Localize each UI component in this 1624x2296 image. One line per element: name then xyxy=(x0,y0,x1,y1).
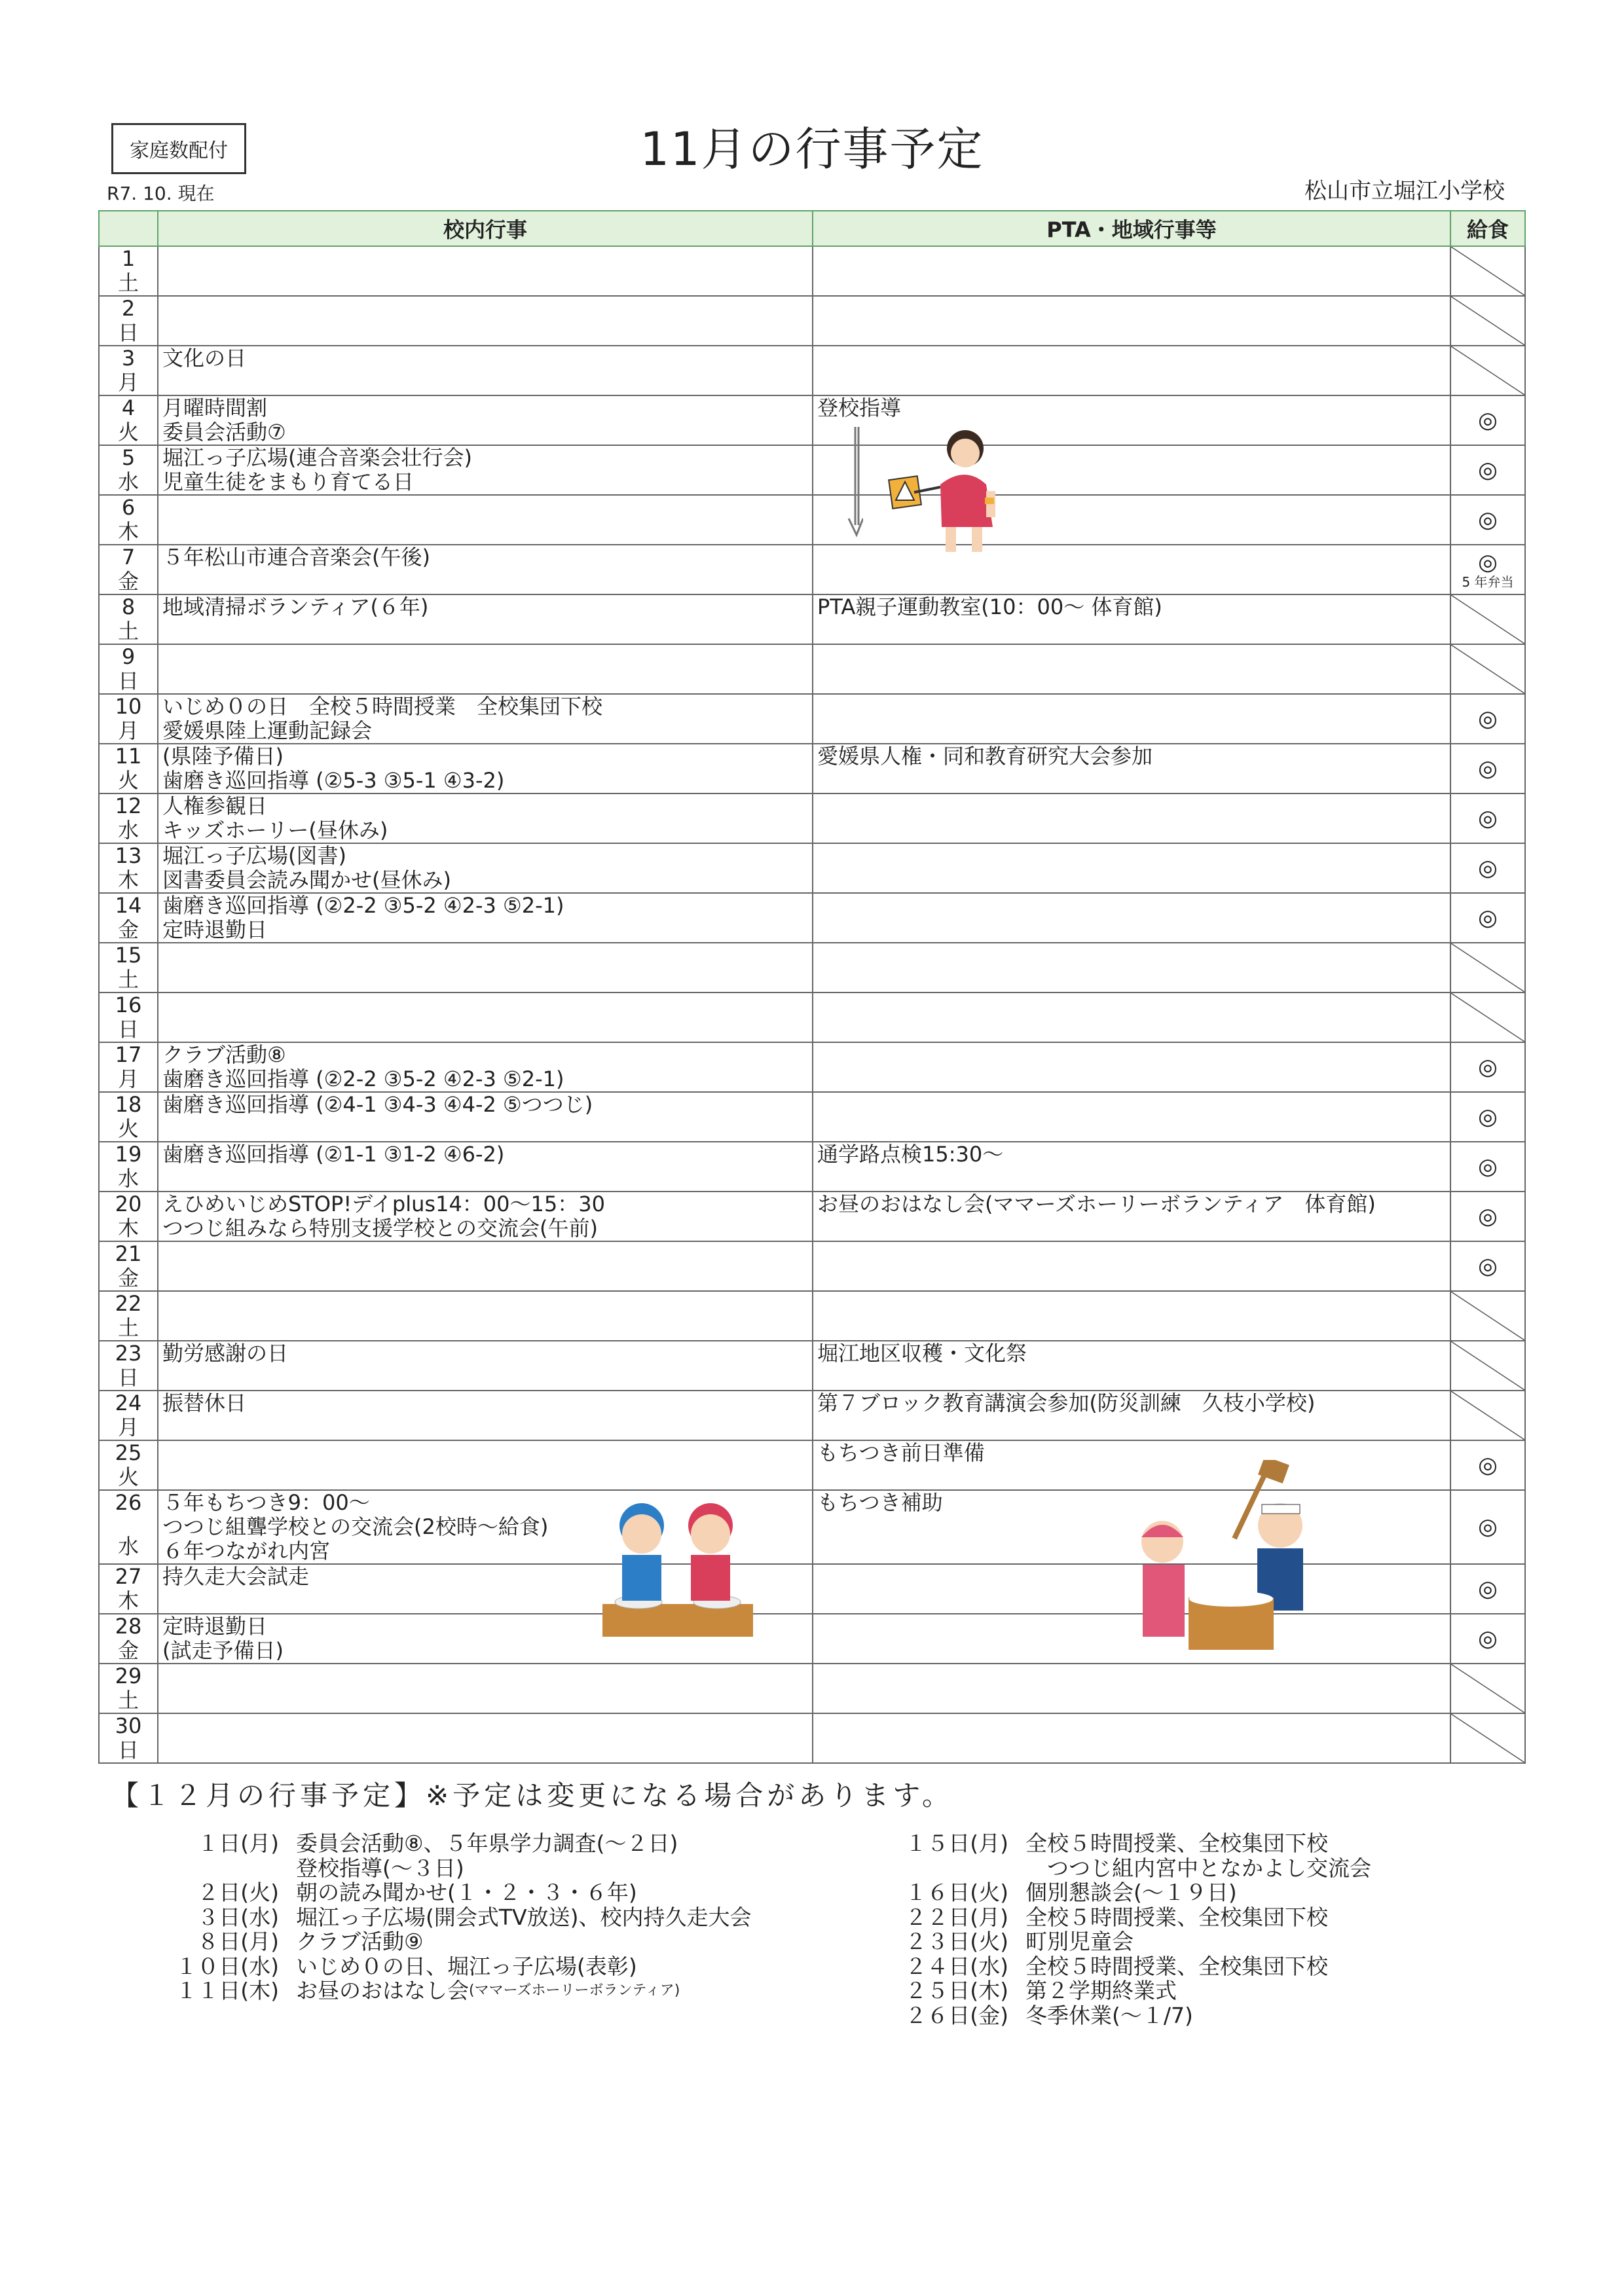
day-number: 30 xyxy=(115,1713,142,1738)
lunch-cell xyxy=(1450,346,1525,395)
day-cell xyxy=(99,594,158,644)
december-item xyxy=(168,1905,751,1930)
december-date: ２３日(火) xyxy=(905,1929,1008,1954)
pta-event-cell xyxy=(813,993,1450,1042)
december-event: つつじ組内宮中となかよし交流会 xyxy=(1025,1855,1371,1881)
lunch-mark: ◎ xyxy=(1478,407,1498,433)
day-cell xyxy=(99,1564,158,1614)
pta-event-cell: もちつき補助 xyxy=(813,1490,1450,1564)
day-number: 9 xyxy=(121,644,136,669)
day-cell xyxy=(99,1092,158,1142)
lunch-mark: ◎ xyxy=(1478,755,1498,782)
pta-event-cell xyxy=(813,1241,1450,1291)
no-lunch-slash-icon xyxy=(1451,1292,1524,1340)
lunch-cell xyxy=(1450,1192,1525,1241)
lunch-mark: ◎ xyxy=(1478,705,1498,732)
school-event-cell: 人権参観日 キッズホーリー(昼休み) xyxy=(158,793,813,843)
december-date xyxy=(168,1856,279,1881)
december-date: ２６日(金) xyxy=(905,2002,1008,2028)
no-lunch-slash-icon xyxy=(1451,645,1524,693)
day-cell xyxy=(99,296,158,346)
pta-event-cell xyxy=(813,694,1450,744)
school-events-header: 校内行事 xyxy=(158,211,813,246)
december-item xyxy=(168,1929,751,1954)
day-cell xyxy=(99,644,158,694)
day-cell xyxy=(99,1614,158,1664)
lunch-cell xyxy=(1450,1490,1525,1564)
day-number: 15 xyxy=(115,943,142,968)
day-number: 3 xyxy=(121,346,136,371)
lunch-cell xyxy=(1450,545,1525,594)
day-of-week: 月 xyxy=(117,370,139,395)
table-row xyxy=(99,1291,1525,1341)
day-number: 26 xyxy=(115,1490,142,1515)
day-of-week: 火 xyxy=(117,420,139,445)
december-date: ２４日(水) xyxy=(905,1953,1008,1979)
pta-event-cell xyxy=(813,296,1450,346)
december-item xyxy=(891,1856,1371,1881)
december-event: クラブ活動⑨ xyxy=(296,1929,424,1954)
day-number: 1 xyxy=(121,246,136,271)
day-of-week: 水 xyxy=(117,1166,139,1191)
day-cell xyxy=(99,793,158,843)
no-lunch-slash-icon xyxy=(1451,297,1524,345)
school-event-cell xyxy=(158,1664,813,1713)
no-lunch-slash-icon xyxy=(1451,1664,1524,1713)
day-number: 11 xyxy=(115,744,142,769)
december-event: 町別児童会 xyxy=(1025,1929,1134,1954)
school-event-cell: 月曜時間割 委員会活動⑦ xyxy=(158,395,813,445)
school-event-cell: 堀江っ子広場(図書) 図書委員会読み聞かせ(昼休み) xyxy=(158,843,813,893)
table-row xyxy=(99,1341,1525,1391)
lunch-mark: ◎ xyxy=(1478,904,1498,931)
december-date: １６日(火) xyxy=(905,1880,1008,1905)
no-lunch-slash-icon xyxy=(1451,943,1524,992)
school-event-cell: 定時退勤日 (試走予備日) xyxy=(158,1614,813,1664)
day-number: 19 xyxy=(115,1142,142,1167)
table-row xyxy=(99,793,1525,843)
lunch-cell xyxy=(1450,1142,1525,1192)
mochitsuki-illustration xyxy=(1136,1460,1313,1656)
lunch-cell xyxy=(1450,594,1525,644)
school-event-cell xyxy=(158,1440,813,1490)
december-item xyxy=(168,1978,751,2003)
lunch-cell xyxy=(1450,1241,1525,1291)
lunch-cell xyxy=(1450,1440,1525,1490)
day-of-week: 土 xyxy=(117,1688,139,1713)
lunch-mark: ◎ xyxy=(1478,1252,1498,1279)
pta-event-cell xyxy=(813,1291,1450,1341)
lunch-cell xyxy=(1450,1564,1525,1614)
pta-event-cell xyxy=(813,793,1450,843)
december-event: いじめ０の日、堀江っ子広場(表彰) xyxy=(296,1953,637,1979)
day-of-week: 木 xyxy=(117,1588,139,1613)
no-lunch-slash-icon xyxy=(1451,595,1524,644)
december-item xyxy=(168,1856,751,1881)
mochi-children-illustration xyxy=(602,1489,753,1647)
december-date: ２２日(月) xyxy=(905,1904,1008,1930)
december-event: 個別懇談会(～１９日) xyxy=(1025,1880,1237,1905)
december-event: 登校指導(～３日) xyxy=(296,1855,464,1881)
school-event-cell xyxy=(158,246,813,296)
pta-event-cell xyxy=(813,1042,1450,1092)
december-item xyxy=(891,2003,1371,2028)
school-name: 松山市立堀江小学校 xyxy=(1304,178,1505,204)
day-number: 16 xyxy=(115,993,142,1017)
lunch-cell xyxy=(1450,943,1525,993)
pta-event-cell: もちつき前日準備 xyxy=(813,1440,1450,1490)
december-item xyxy=(168,1831,751,1856)
table-row xyxy=(99,1042,1525,1092)
december-date: ２５日(木) xyxy=(905,1978,1008,2003)
day-number: 10 xyxy=(115,694,142,719)
pta-event-cell xyxy=(813,644,1450,694)
december-item xyxy=(891,1831,1371,1856)
lunch-cell xyxy=(1450,1664,1525,1713)
day-number: 24 xyxy=(115,1391,142,1415)
school-event-cell: (県陸予備日) 歯磨き巡回指導 (②5-3 ③5-1 ④3-2) xyxy=(158,744,813,793)
day-cell xyxy=(99,545,158,594)
table-header-row xyxy=(99,211,1525,246)
day-number: 29 xyxy=(115,1664,142,1688)
day-of-week: 火 xyxy=(117,1465,139,1489)
table-row xyxy=(99,395,1525,445)
lunch-cell xyxy=(1450,246,1525,296)
lunch-cell xyxy=(1450,296,1525,346)
day-of-week: 月 xyxy=(117,1415,139,1440)
december-heading: 【１２月の行事予定】※予定は変更になる場合があります。 xyxy=(111,1779,953,1812)
day-cell xyxy=(99,1241,158,1291)
december-event: お昼のおはなし会 xyxy=(296,1978,469,2003)
pta-event-cell xyxy=(813,843,1450,893)
lunch-cell xyxy=(1450,993,1525,1042)
december-date: ３日(水) xyxy=(197,1904,279,1930)
day-cell xyxy=(99,1490,158,1564)
lunch-mark: ◎ xyxy=(1478,805,1498,831)
december-event: 冬季休業(～１/7) xyxy=(1025,2002,1193,2028)
december-event: 全校５時間授業、全校集団下校 xyxy=(1025,1953,1328,1979)
day-number: 28 xyxy=(115,1614,142,1639)
lunch-mark: ◎ xyxy=(1478,1451,1498,1478)
lunch-cell xyxy=(1450,744,1525,793)
table-row xyxy=(99,843,1525,893)
day-number: 5 xyxy=(121,445,136,470)
table-row xyxy=(99,744,1525,793)
december-date: １０日(水) xyxy=(175,1953,279,1979)
no-lunch-slash-icon xyxy=(1451,1391,1524,1440)
day-of-week: 月 xyxy=(117,1066,139,1091)
school-event-cell: ５年松山市連合音楽会(午後) xyxy=(158,545,813,594)
table-row xyxy=(99,246,1525,296)
lunch-mark: ◎ xyxy=(1478,1053,1498,1080)
lunch-cell xyxy=(1450,445,1525,495)
table-row xyxy=(99,495,1525,545)
table-row xyxy=(99,1142,1525,1192)
december-event: 委員会活動⑧、５年県学力調査(～２日) xyxy=(296,1831,678,1856)
table-row xyxy=(99,545,1525,594)
december-list-left xyxy=(168,1831,751,2003)
lunch-cell xyxy=(1450,1042,1525,1092)
table-row xyxy=(99,1713,1525,1763)
school-event-cell: 歯磨き巡回指導 (②2-2 ③5-2 ④2-3 ⑤2-1) 定時退勤日 xyxy=(158,893,813,943)
day-of-week: 木 xyxy=(117,1216,139,1241)
school-event-cell: 地域清掃ボランティア(６年) xyxy=(158,594,813,644)
school-event-cell: えひめいじめSTOP!デイplus14：00～15：30 つつじ組みなら特別支援学校との交流会(午前) xyxy=(158,1192,813,1241)
day-number: 4 xyxy=(121,395,136,420)
day-cell xyxy=(99,246,158,296)
december-date: ８日(月) xyxy=(197,1929,279,1954)
day-of-week: 日 xyxy=(117,320,139,345)
day-of-week: 金 xyxy=(117,917,139,942)
pta-event-cell xyxy=(813,1614,1450,1664)
day-number: 23 xyxy=(115,1341,142,1366)
no-lunch-slash-icon xyxy=(1451,247,1524,295)
lunch-note: 5 年弁当 xyxy=(1462,574,1514,590)
no-lunch-slash-icon xyxy=(1451,1714,1524,1762)
lunch-cell xyxy=(1450,395,1525,445)
day-of-week: 日 xyxy=(117,1017,139,1042)
pta-event-cell xyxy=(813,893,1450,943)
pta-event-cell: 通学路点検15:30～ xyxy=(813,1142,1450,1192)
school-event-cell: 歯磨き巡回指導 (②4-1 ③4-3 ④4-2 ⑤つつじ) xyxy=(158,1092,813,1142)
day-of-week: 水 xyxy=(117,818,139,843)
lunch-cell xyxy=(1450,495,1525,545)
day-cell xyxy=(99,346,158,395)
december-item xyxy=(891,1954,1371,1979)
day-of-week: 金 xyxy=(117,569,139,594)
school-event-cell xyxy=(158,1291,813,1341)
december-item xyxy=(168,1954,751,1979)
december-event-note: (ママーズホーリーボランティア) xyxy=(469,1982,680,1999)
lunch-cell xyxy=(1450,793,1525,843)
day-cell xyxy=(99,943,158,993)
day-number: 6 xyxy=(121,495,136,520)
table-row xyxy=(99,445,1525,495)
pta-event-cell xyxy=(813,1713,1450,1763)
day-number: 27 xyxy=(115,1564,142,1589)
lunch-cell xyxy=(1450,893,1525,943)
day-cell xyxy=(99,694,158,744)
table-row xyxy=(99,694,1525,744)
day-cell xyxy=(99,1341,158,1391)
december-item xyxy=(891,1929,1371,1954)
december-date: １５日(月) xyxy=(905,1831,1008,1856)
december-event: 全校５時間授業、全校集団下校 xyxy=(1025,1831,1328,1856)
lunch-mark: ◎ xyxy=(1478,506,1498,533)
table-row xyxy=(99,1391,1525,1440)
lunch-header: 給食 xyxy=(1450,211,1525,246)
day-number: 14 xyxy=(115,893,142,918)
school-event-cell xyxy=(158,1241,813,1291)
day-number: 25 xyxy=(115,1440,142,1465)
as-of-date: R7. 10. 現在 xyxy=(107,183,215,204)
december-date: １日(月) xyxy=(197,1831,279,1856)
lunch-cell xyxy=(1450,1092,1525,1142)
lunch-cell xyxy=(1450,1341,1525,1391)
day-cell xyxy=(99,1042,158,1092)
day-of-week: 土 xyxy=(117,270,139,295)
school-event-cell: 振替休日 xyxy=(158,1391,813,1440)
pta-event-cell xyxy=(813,246,1450,296)
day-of-week: 日 xyxy=(117,668,139,693)
table-row xyxy=(99,943,1525,993)
school-event-cell: いじめ０の日 全校５時間授業 全校集団下校 愛媛県陸上運動記録会 xyxy=(158,694,813,744)
school-event-cell: 堀江っ子広場(連合音楽会壮行会) 児童生徒をまもり育てる日 xyxy=(158,445,813,495)
distribution-badge: 家庭数配付 xyxy=(111,123,246,174)
pta-event-cell xyxy=(813,1564,1450,1614)
day-cell xyxy=(99,1142,158,1192)
day-number: 12 xyxy=(115,793,142,818)
december-event: 朝の読み聞かせ(１・２・３・６年) xyxy=(296,1880,637,1905)
december-event: 全校５時間授業、全校集団下校 xyxy=(1025,1904,1328,1930)
lunch-cell xyxy=(1450,644,1525,694)
day-number: 13 xyxy=(115,843,142,868)
crossing-guard-illustration xyxy=(888,419,1019,556)
day-of-week: 日 xyxy=(117,1365,139,1390)
december-item xyxy=(891,1978,1371,2003)
day-of-week: 土 xyxy=(117,1315,139,1340)
december-event: 第２学期終業式 xyxy=(1025,1978,1177,2003)
december-item xyxy=(168,1880,751,1905)
table-row xyxy=(99,1092,1525,1142)
day-cell xyxy=(99,1391,158,1440)
table-row xyxy=(99,644,1525,694)
day-of-week: 月 xyxy=(117,718,139,743)
day-number: 7 xyxy=(121,545,136,570)
day-of-week: 水 xyxy=(117,469,139,494)
school-event-cell xyxy=(158,1713,813,1763)
table-row xyxy=(99,1664,1525,1713)
pta-event-cell: お昼のおはなし会(ママーズホーリーボランティア 体育館) xyxy=(813,1192,1450,1241)
day-cell xyxy=(99,1192,158,1241)
december-item xyxy=(891,1880,1371,1905)
day-of-week: 水 xyxy=(117,1534,139,1559)
school-event-cell xyxy=(158,993,813,1042)
pta-event-cell xyxy=(813,346,1450,395)
day-of-week: 日 xyxy=(117,1738,139,1762)
lunch-cell xyxy=(1450,843,1525,893)
day-cell xyxy=(99,1713,158,1763)
day-of-week: 土 xyxy=(117,967,139,992)
day-number: 2 xyxy=(121,296,136,321)
pta-event-cell: 第７ブロック教育講演会参加(防災訓練 久枝小学校) xyxy=(813,1391,1450,1440)
day-cell xyxy=(99,893,158,943)
school-event-cell: 持久走大会試走 xyxy=(158,1564,813,1614)
school-event-cell xyxy=(158,296,813,346)
day-cell xyxy=(99,1440,158,1490)
day-cell xyxy=(99,993,158,1042)
pta-event-cell xyxy=(813,943,1450,993)
december-date: ２日(火) xyxy=(197,1880,279,1905)
day-number: 8 xyxy=(121,594,136,619)
day-number: 18 xyxy=(115,1092,142,1117)
day-of-week: 木 xyxy=(117,867,139,892)
school-event-cell: 文化の日 xyxy=(158,346,813,395)
day-number: 22 xyxy=(115,1291,142,1316)
pta-event-cell xyxy=(813,1092,1450,1142)
day-of-week: 火 xyxy=(117,768,139,793)
lunch-mark: ◎ xyxy=(1478,1103,1498,1130)
lunch-mark: ◎ xyxy=(1478,1153,1498,1180)
december-item xyxy=(891,1905,1371,1930)
table-row xyxy=(99,346,1525,395)
lunch-cell xyxy=(1450,1291,1525,1341)
day-cell xyxy=(99,744,158,793)
school-event-cell xyxy=(158,943,813,993)
day-of-week: 木 xyxy=(117,519,139,544)
day-of-week: 火 xyxy=(117,1116,139,1141)
table-row xyxy=(99,1192,1525,1241)
lunch-mark: ◎ xyxy=(1478,1514,1498,1540)
day-cell xyxy=(99,1291,158,1341)
table-row xyxy=(99,1241,1525,1291)
lunch-mark: ◎ xyxy=(1478,854,1498,881)
lunch-mark: ◎ xyxy=(1478,1625,1498,1652)
day-number: 20 xyxy=(115,1192,142,1216)
day-cell xyxy=(99,445,158,495)
december-event: 堀江っ子広場(開会式TV放送)、校内持久走大会 xyxy=(296,1904,752,1930)
school-event-cell xyxy=(158,495,813,545)
no-lunch-slash-icon xyxy=(1451,346,1524,395)
page-title: 11月の行事予定 xyxy=(640,122,984,176)
school-event-cell: 歯磨き巡回指導 (②1-1 ③1-2 ④6-2) xyxy=(158,1142,813,1192)
table-row xyxy=(99,893,1525,943)
no-lunch-slash-icon xyxy=(1451,993,1524,1042)
table-row xyxy=(99,993,1525,1042)
day-of-week: 金 xyxy=(117,1266,139,1290)
table-row xyxy=(99,296,1525,346)
no-lunch-slash-icon xyxy=(1451,1341,1524,1390)
day-of-week: 金 xyxy=(117,1638,139,1663)
lunch-mark: ◎ xyxy=(1478,1203,1498,1230)
day-cell xyxy=(99,395,158,445)
december-date xyxy=(891,1856,1008,1881)
december-list-right xyxy=(891,1831,1371,2028)
day-cell xyxy=(99,843,158,893)
pta-event-cell: 堀江地区収穫・文化祭 xyxy=(813,1341,1450,1391)
lunch-cell xyxy=(1450,1614,1525,1664)
date-column-header xyxy=(99,211,158,246)
school-event-cell xyxy=(158,644,813,694)
pta-event-cell xyxy=(813,1664,1450,1713)
school-event-cell: ５年もちつき9：00～ つつじ組聾学校との交流会(2校時～給食) ６年つながれ内宮 xyxy=(158,1490,813,1564)
day-number: 21 xyxy=(115,1241,142,1266)
day-of-week: 土 xyxy=(117,619,139,644)
lunch-mark: ◎ xyxy=(1478,1575,1498,1602)
lunch-cell xyxy=(1450,1391,1525,1440)
lunch-cell xyxy=(1450,694,1525,744)
school-event-cell: クラブ活動⑧ 歯磨き巡回指導 (②2-2 ③5-2 ④2-3 ⑤2-1) xyxy=(158,1042,813,1092)
december-date: １１日(木) xyxy=(175,1978,279,2003)
day-cell xyxy=(99,495,158,545)
lunch-mark: ◎ xyxy=(1478,456,1498,483)
day-number: 17 xyxy=(115,1042,142,1067)
lunch-cell xyxy=(1450,1713,1525,1763)
down-arrow-icon xyxy=(847,427,863,538)
day-cell xyxy=(99,1664,158,1713)
pta-event-cell: 愛媛県人権・同和教育研究大会参加 xyxy=(813,744,1450,793)
pta-event-cell: PTA親子運動教室(10：00～ 体育館) xyxy=(813,594,1450,644)
lunch-mark: ◎ xyxy=(1478,549,1498,575)
pta-event-cell: 登校指導 xyxy=(813,395,1450,445)
pta-events-header: PTA・地域行事等 xyxy=(813,211,1450,246)
table-row xyxy=(99,594,1525,644)
school-event-cell: 勤労感謝の日 xyxy=(158,1341,813,1391)
